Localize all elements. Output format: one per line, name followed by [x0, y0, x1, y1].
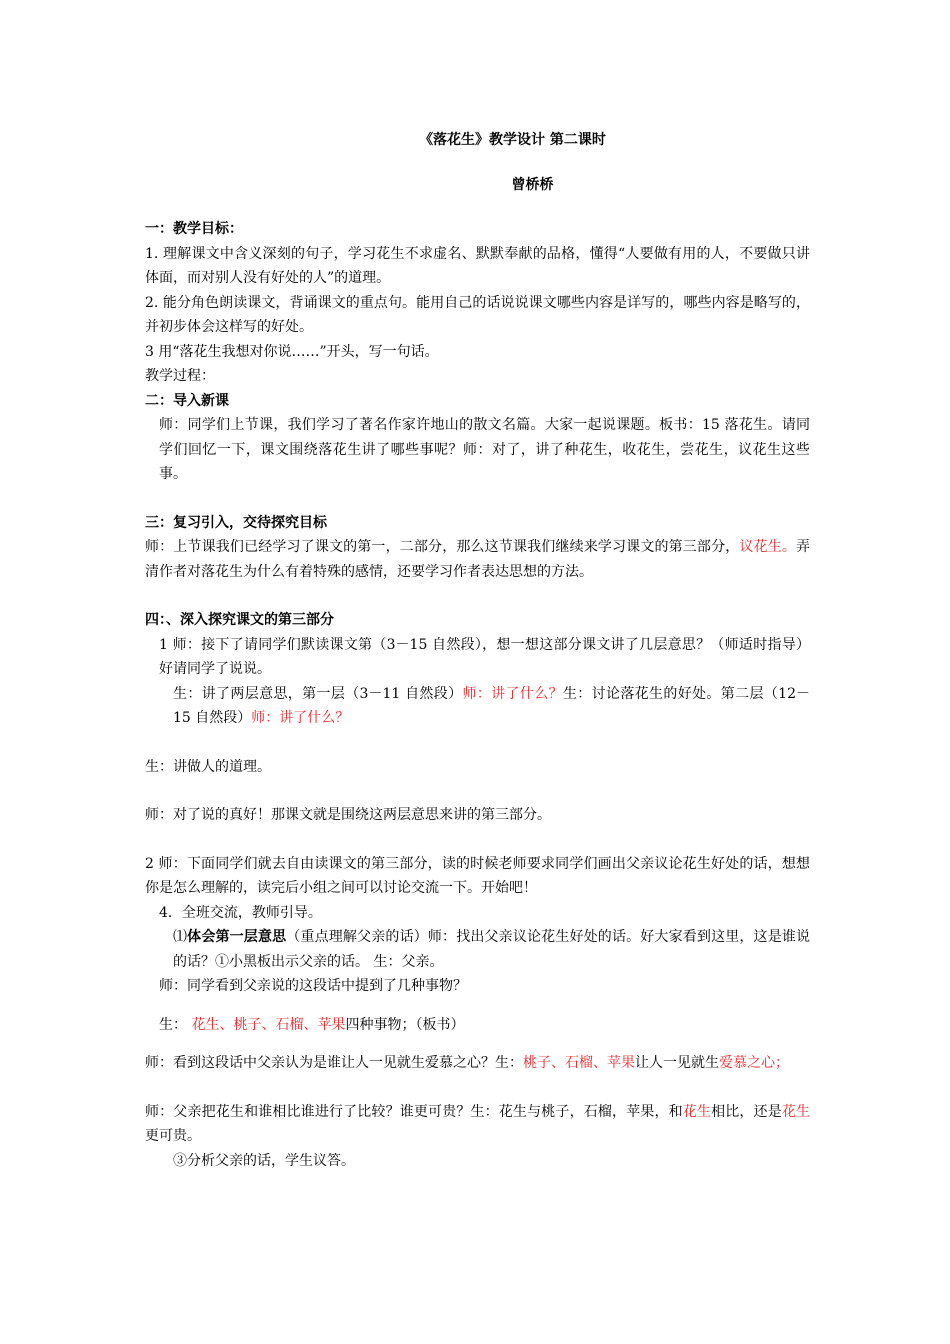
- highlight-text: 桃子、石榴、苹果: [523, 1055, 635, 1071]
- highlight-text: 爱慕之心；: [719, 1055, 789, 1071]
- explore-paragraph-12: ③分析父亲的话，学生议答。: [173, 1152, 355, 1169]
- goal-3: 3 用“落花生我想对你说……”开头，写一句话。: [145, 343, 439, 360]
- explore-paragraph-5: 2 师：下面同学们就去自由读课文的第三部分，读的时候老师要求同学们画出父亲议论花生好处的话，想想你是怎么理解的，读完后小组之间可以讨论交流一下。开始吧！: [145, 855, 810, 896]
- document-title: 《落花生》教学设计 第二课时: [419, 132, 606, 148]
- explore-paragraph-1: 1 师：接下了请同学们默读课文第（3－15 自然段），想一想这部分课文讲了几层意思？（师适时指导）好请同学了说说。: [159, 636, 810, 677]
- explore-paragraph-3: 生：讲做人的道理。: [145, 758, 271, 775]
- review-paragraph: 师：上节课我们已经学习了课文的第一，二部分，那么这节课我们继续来学习课文的第三部分，议花生。弄清作者对落花生为什么有着特殊的感情，还要学习作者表达思想的方法。: [145, 539, 810, 580]
- section-heading-review: 三：复习引入，交待探究目标: [145, 514, 327, 531]
- explore-paragraph-8: 师：同学看到父亲说的这段话中提到了几种事物？: [159, 978, 467, 994]
- section-heading-goals: 一：教学目标：: [145, 221, 243, 237]
- explore-paragraph-11: 师：父亲把花生和谁相比谁进行了比较？谁更可贵？生：花生与桃子，石榴，苹果，和花生相比，还是花生更可贵。: [145, 1103, 811, 1144]
- goal-1: 1. 理解课文中含义深刻的句子，学习花生不求虚名、默默奉献的品格，懂得“人要做有用的人，不要做只讲体面，而对别人没有好处的人”的道理。: [145, 245, 810, 286]
- intro-paragraph: 师：同学们上节课，我们学习了著名作家许地山的散文名篇。大家一起说课题。板书：15 落花生。请同学们回忆一下，课文围绕落花生讲了哪些事呢？师：对了，讲了种花生，收花生，尝花生，议花生这些事。: [159, 417, 810, 482]
- highlight-text: 花生、桃子、石榴、苹果: [191, 1016, 346, 1033]
- explore-paragraph-7: ⑴体会第一层意思（重点理解父亲的话）师：找出父亲议论花生好处的话。好大家看到这里，这是谁说的话？①小黑板出示父亲的话。 生：父亲。: [173, 929, 811, 970]
- goal-2: 2. 能分角色朗读课文，背诵课文的重点句。能用自己的话说说课文哪些内容是详写的，哪些内容是略写的，并初步体会这样写的好处。: [145, 294, 810, 335]
- highlight-text: 师：讲了什么？: [251, 710, 350, 726]
- document-author: 曾桥桥: [511, 176, 554, 193]
- explore-paragraph-2: 生：讲了两层意思，第一层（3－11 自然段）师：讲了什么？生：讨论落花生的好处。第二层（12－15 自然段）师：讲了什么？: [173, 685, 811, 726]
- section-heading-intro: 二：导入新课: [145, 392, 229, 409]
- explore-paragraph-4: 师：对了说的真好！那课文就是围绕这两层意思来讲的第三部分。: [145, 807, 551, 823]
- process-label: 教学过程：: [145, 368, 215, 384]
- highlight-text: 花生: [682, 1103, 712, 1120]
- explore-paragraph-10: 师：看到这段话中父亲认为是谁让人一见就生爱慕之心？生：桃子、石榴、苹果让人一见就生爱慕之心；: [145, 1055, 789, 1071]
- document-body: [145, 128, 810, 1173]
- highlight-text: 师：讲了什么？: [462, 685, 563, 702]
- section-heading-explore: 四：、深入探究课文的第三部分: [145, 612, 334, 628]
- highlight-text: 议花生。: [739, 539, 796, 555]
- highlight-text: 花生: [781, 1103, 811, 1120]
- explore-paragraph-6: 4．全班交流，教师引导。: [159, 904, 322, 921]
- explore-paragraph-9: 生： 花生、桃子、石榴、苹果四种事物；（板书）: [159, 1016, 465, 1033]
